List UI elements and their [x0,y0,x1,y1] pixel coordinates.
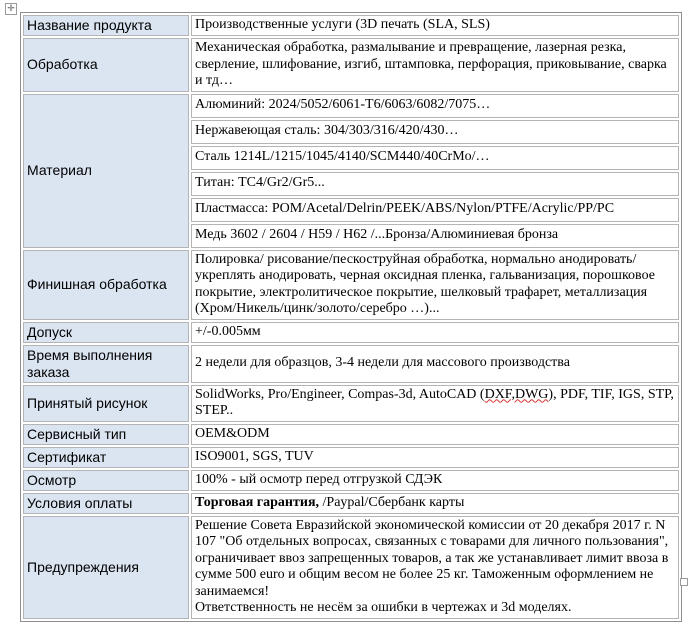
table-row-warnings [23,516,679,619]
product-spec-table [20,12,682,622]
row-label: Принятый рисунок [23,385,189,422]
row-label: Материал [23,94,189,248]
table-row-certificate [23,447,679,468]
table-row-finishing [23,250,679,320]
row-value: Полировка/ рисование/пескоструйная обработка, нормально анодировать/укреплять анодировать, черная оксидная пленка, гальванизация, порошковое покрытие, электролитическое покрытие, шелковый трафарет, металлизация (Хром/Никель/цинк/золото/серебро …)... [191,250,679,320]
table-row-processing [23,38,679,92]
table-row-tolerance [23,322,679,343]
row-label: Допуск [23,322,189,343]
row-value [191,493,679,514]
row-label: Условия оплаты [23,493,189,514]
table-row-lead-time [23,345,679,383]
table-row-material [23,94,679,118]
drawing-formats-a: SolidWorks, Pro/Engineer, Compas-3d, AutoCAD ( [195,386,485,402]
material-value: Нержавеющая сталь: 304/303/316/420/430… [191,120,679,144]
row-label: Название продукта [23,15,189,36]
table-row-payment [23,493,679,514]
drawing-formats-spellcheck: DXF,DWG [484,386,549,402]
row-label: Обработка [23,38,189,92]
row-value: 100% - ый осмотр перед отгрузкой СДЭК [191,470,679,491]
row-label: Сертификат [23,447,189,468]
warnings-main: Решение Совета Евразийской экономической комиссии от 20 декабря 2017 г. N 107 "Об отдельных вопросах, связанных с товарами для личного пользования", ограничивает ввоз запрещенных товаров, а так же устанавливает лимит ввоза в сумме 500 euro и общим весом не более 25 кг. Таможенным оформлением не занимаемся! [195,517,669,599]
material-value: Титан: TC4/Gr2/Gr5... [191,172,679,196]
material-value: Сталь 1214L/1215/1045/4140/SCM440/40CrMo/… [191,146,679,170]
row-value [191,516,679,619]
row-value: 2 недели для образцов, 3-4 недели для массового производства [191,345,679,383]
payment-bold: Торговая гарантия, [195,494,320,510]
row-value: OEM&ODM [191,424,679,445]
payment-rest: /Paypal/Сбербанк карты [319,494,465,510]
row-label: Предупреждения [23,516,189,619]
row-label: Время выполнения заказа [23,345,189,383]
table-row-inspection [23,470,679,491]
drawing-formats-b: ), PDF, TIF, IGS, STP, STEP.. [195,386,674,418]
table-move-handle-icon[interactable]: ✛ [5,3,17,15]
row-value: ISO9001, SGS, TUV [191,447,679,468]
material-value: Медь 3602 / 2604 / H59 / H62 /...Бронза/Алюминиевая бронза [191,224,679,248]
row-value: Производственные услуги (3D печать (SLA, SLS) [191,15,679,36]
table-row-drawing [23,385,679,422]
table-row-product-name [23,15,679,36]
row-value: +/-0.005мм [191,322,679,343]
row-value [191,385,679,422]
material-value: Алюминий: 2024/5052/6061-T6/6063/6082/7075… [191,94,679,118]
table-row-service-type [23,424,679,445]
row-label: Финишная обработка [23,250,189,320]
warnings-last: Ответственность не несём за ошибки в чертежах и 3d моделях. [195,600,572,615]
row-value: Механическая обработка, размалывание и превращение, лазерная резка, сверление, шлифование, изгиб, штамповка, перфорация, приковывание, сварка и тд… [191,38,679,92]
row-label: Сервисный тип [23,424,189,445]
row-label: Осмотр [23,470,189,491]
table-resize-handle[interactable] [680,578,688,586]
material-value: Пластмасса: POM/Acetal/Delrin/PEEK/ABS/Nylon/PTFE/Acrylic/PP/PC [191,198,679,222]
